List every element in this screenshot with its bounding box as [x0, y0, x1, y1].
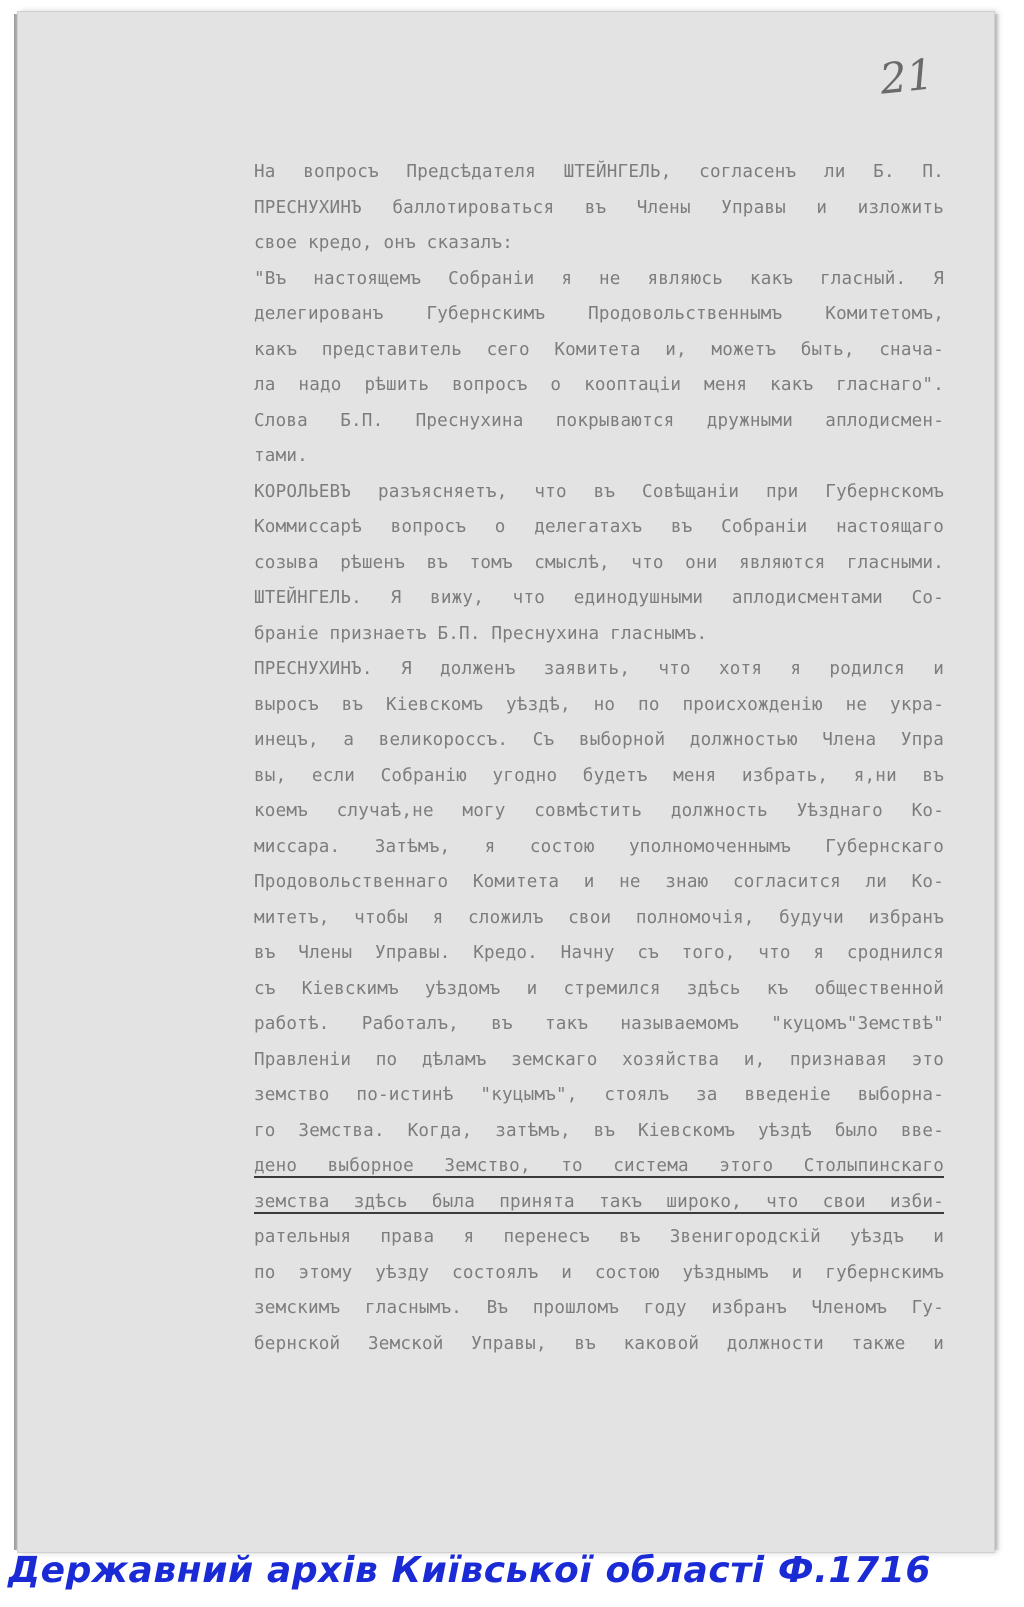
text-line-9: тами.	[254, 446, 308, 466]
text-line-17: инецъ, а великороссъ. Съ выборной должностью Члена Упра	[254, 730, 944, 750]
text-line-27: земство по-истинѣ "куцымъ", стоялъ за введеніе выборна-	[254, 1085, 944, 1105]
text-line-21: Продовольственнаго Комитета и не знаю согласится ли Ко-	[254, 872, 944, 892]
text-line-1: На вопросъ Предсѣдателя ШТЕЙНГЕЛЬ, согласенъ ли Б. П.	[254, 162, 944, 182]
text-line-8: Слова Б.П. Преснухина покрываются дружными аплодисмен-	[254, 410, 944, 431]
text-line-6: какъ представитель сего Комитета и, можетъ быть, снача-	[254, 339, 944, 360]
text-line-25: работѣ. Работалъ, въ такъ называемомъ "куцомъ"Земствѣ"	[254, 1014, 944, 1034]
text-line-33: земскимъ гласнымъ. Въ прошломъ году избранъ Членомъ Гу-	[254, 1298, 944, 1318]
text-line-11: Коммиссарѣ вопросъ о делегатахъ въ Собраніи настоящаго	[254, 517, 944, 537]
text-line-22: митетъ, чтобы я сложилъ свои полномочія, будучи избранъ	[254, 907, 944, 928]
text-line-23: въ Члены Управы. Кредо. Начну съ того, что я сроднился	[254, 943, 944, 963]
typewritten-body	[254, 155, 944, 1362]
archive-caption: Державний архів Київської області Ф.1716	[8, 1550, 932, 1591]
text-line-16: выросъ въ Кіевскомъ уѣздѣ, но по происхожденію не укра-	[254, 694, 944, 715]
text-line-24: съ Кіевскимъ уѣздомъ и стремился здѣсь къ общественной	[254, 978, 944, 999]
text-line-5: делегированъ Губернскимъ Продовольственнымъ Комитетомъ,	[254, 304, 944, 324]
text-line-7: ла надо рѣшить вопросъ о кооптаціи меня какъ гласнаго".	[254, 375, 944, 395]
text-line-18: вы, если Собранію угодно будетъ меня избрать, я,ни въ	[254, 765, 944, 786]
text-line-29: дено выборное Земство, то система этого Столыпинскаго	[254, 1156, 944, 1176]
text-line-26: Правленіи по дѣламъ земскаго хозяйства и, признавая это	[254, 1049, 944, 1070]
text-line-4: "Въ настоящемъ Собраніи я не являюсь какъ гласный. Я	[254, 268, 944, 289]
folio-number: 21	[877, 49, 936, 104]
text-line-28: го Земства. Когда, затѣмъ, въ Кіевскомъ уѣздѣ было вве-	[254, 1120, 944, 1141]
text-line-30: земства здѣсь была принята такъ широко, что свои изби-	[254, 1191, 944, 1212]
text-line-13: ШТЕЙНГЕЛЬ. Я вижу, что единодушными аплодисментами Со-	[254, 588, 944, 608]
text-line-14: браніе признаетъ Б.П. Преснухина гласнымъ.	[254, 623, 708, 644]
text-line-12: созыва рѣшенъ въ томъ смыслѣ, что они являются гласными.	[254, 552, 944, 573]
text-line-2: ПРЕСНУХИНЪ баллотироваться въ Члены Управы и изложить	[254, 197, 944, 218]
text-line-20: миссара. Затѣмъ, я состою уполномоченнымъ Губернскаго	[254, 836, 944, 857]
text-line-10: КОРОЛЬЕВЪ разъясняетъ, что въ Совѣщаніи при Губернскомъ	[254, 481, 944, 502]
text-line-15: ПРЕСНУХИНЪ. Я долженъ заявить, что хотя я родился и	[254, 659, 944, 679]
text-line-32: по этому уѣзду состоялъ и состою уѣзднымъ и губернскимъ	[254, 1262, 944, 1283]
text-line-3: свое кредо, онъ сказалъ:	[254, 233, 514, 253]
text-line-19: коемъ случаѣ,не могу совмѣстить должность Уѣзднаго Ко-	[254, 801, 944, 821]
text-line-31: рательныя права я перенесъ въ Звенигородскій уѣздъ и	[254, 1227, 944, 1247]
text-line-34: бернской Земской Управы, въ каковой должности также и	[254, 1333, 944, 1354]
